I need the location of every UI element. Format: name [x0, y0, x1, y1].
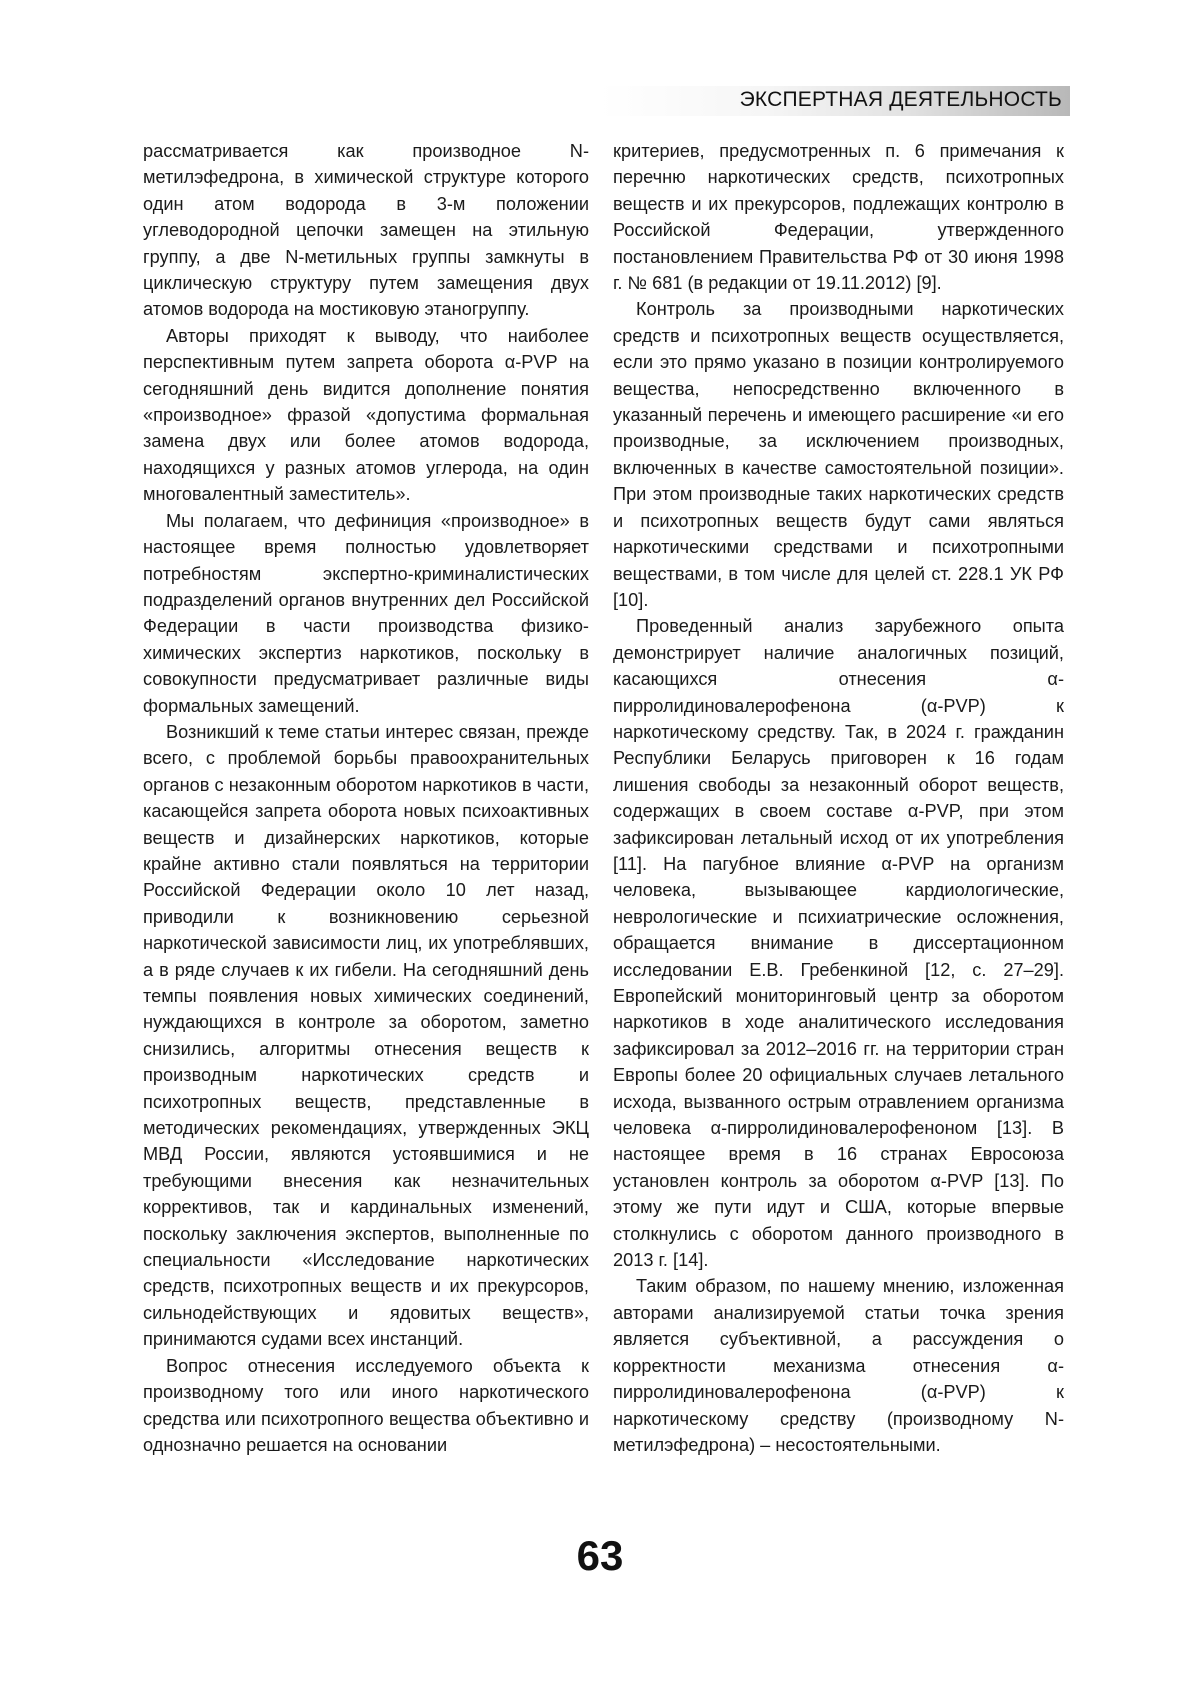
paragraph: Вопрос отнесения исследуемого объекта к производному того или иного наркотического средства или психотропного вещества объективно и однозначно решается на основании: [143, 1355, 589, 1455]
paragraph: Авторы приходят к выводу, что наиболее перспективным путем запрета оборота α-PVP на сегодняшний день видится дополнение понятия «производное» фразой «допустима формальная замена двух или более атомов водорода, находящихся у разных атомов углерода, на один многовалентный заместитель».: [143, 325, 589, 505]
paragraph: Проведенный анализ зарубежного опыта демонстрирует наличие аналогичных позиций, касающихся отнесения α-пирролидиновалерофенона (α-PVP) к наркотическому средству. Так, в 2024 г. гражданин Республики Беларусь приговорен к 16 годам лишения свободы за незаконный оборот веществ, содержащих в своем составе α-PVP, при этом зафиксирован летальный исход от их употребления [11]. На пагубное влияние α-PVP на организм человека, вызывающее кардиологические, неврологические и психиатрические осложнения, обращается внимание в диссертационном исследовании Е.В. Гребенкиной [12, с. 27–29]. Европейский мониторинговый центр за оборотом наркотиков в ходе аналитического исследования зафиксировал за 2012–2016 гг. на территории стран Европы более 20 официальных случаев летального исхода, вызванного острым отравлением организма человека α-пирролидиновалерофеноном [13]. В настоящее время в 16 странах Евросоюза установлен контроль за оборотом α-PVP [13]. По этому же пути идут и США, которые впервые столкнулись с оборотом данного производного в 2013 г. [14].: [613, 616, 1064, 1271]
section-header-band: [600, 86, 1070, 116]
paragraph: Мы полагаем, что дефиниция «производное» в настоящее время полностью удовлетворяет потребностям экспертно-криминалистических подразделений органов внутренних дел Российской Федерации в части производства физико-химических экспертиз наркотиков, поскольку в совокупности предусматривает различные виды формальных замещений.: [143, 510, 589, 716]
paragraph: критериев, предусмотренных п. 6 примечания к перечню наркотических средств, психотропных веществ и их прекурсоров, подлежащих контролю в Российской Федерации, утвержденного постановлением Правительства РФ от 30 июня 1998 г. № 681 (в редакции от 19.11.2012) [9].: [613, 141, 1064, 294]
paragraph: рассматривается как производное N-метилэфедрона, в химической структуре которого один атом водорода в 3-м положении углеводородной цепочки замещен на этильную группу, а две N-метильных группы замкнуты в циклическую структуру путем замещения двух атомов водорода на мостиковую этаногруппу.: [143, 141, 589, 320]
paragraph: Возникший к теме статьи интерес связан, прежде всего, с проблемой борьбы правоохранительных органов с незаконным оборотом наркотиков в части, касающейся запрета оборота новых психоактивных веществ и дизайнерских наркотиков, которые крайне активно стали появляться на территории Российской Федерации около 10 лет назад, приводили к возникновению серьезной наркотической зависимости лиц, их употреблявших, а в ряде случаев к их гибели. На сегодняшний день темпы появления новых химических соединений, нуждающихся в контроле за оборотом, заметно снизились, алгоритмы отнесения веществ к производным наркотических средств и психотропных веществ, представленные в методических рекомендациях, утвержденных ЭКЦ МВД России, являются устоявшимися и не требующими внесения как незначительных коррективов, так и кардинальных изменений, поскольку заключения экспертов, выполненные по специальности «Исследование наркотических средств, психотропных веществ и их прекурсоров, сильнодействующих и ядовитых веществ», принимаются судами всех инстанций.: [143, 721, 589, 1350]
text-column-right: [613, 138, 1064, 1458]
text-column-left: [143, 138, 589, 1458]
page-number: 63: [576, 1532, 624, 1579]
section-title: ЭКСПЕРТНАЯ ДЕЯТЕЛЬНОСТЬ: [739, 88, 1062, 111]
paragraph: Таким образом, по нашему мнению, изложенная авторами анализируемой статьи точка зрения является субъективной, а рассуждения о корректности механизма отнесения α-пирролидиновалерофенона (α-PVP) к наркотическому средству (производному N-метилэфедрона) – несостоятельными.: [613, 1276, 1064, 1455]
paragraph: Контроль за производными наркотических средств и психотропных веществ осуществляется, если это прямо указано в позиции контролируемого вещества, непосредственно включенного в указанный перечень и имеющего расширение «и его производные, за исключением производных, включенных в качестве самостоятельной позиции». При этом производные таких наркотических средств и психотропных веществ будут сами являться наркотическими средствами и психотропными веществами, в том числе для целей ст. 228.1 УК РФ [10].: [613, 299, 1064, 610]
